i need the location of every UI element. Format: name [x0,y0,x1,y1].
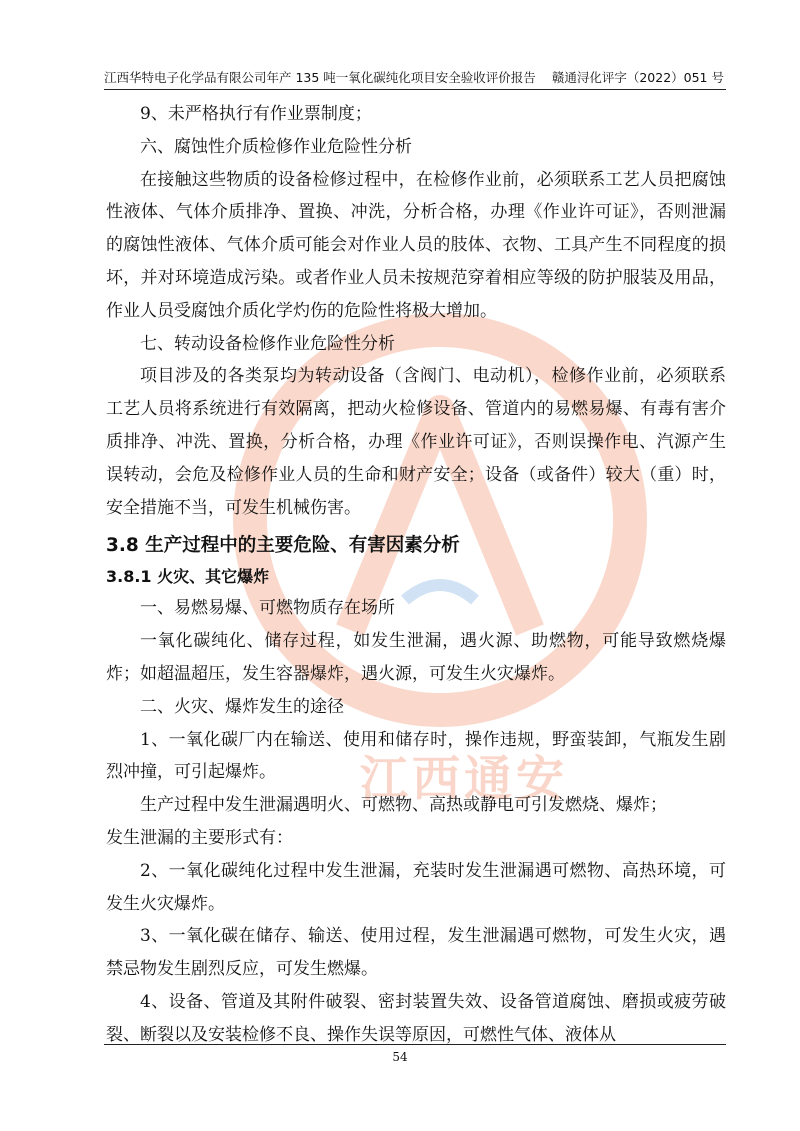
subsection-title: 二、火灾、爆炸发生的途径 [140,696,344,717]
paragraph: 1、一氧化碳厂内在输送、使用和储存时，操作违规，野蛮装卸，气瓶发生剧烈冲撞，可引起爆炸。 [106,729,726,783]
paragraph: 发生泄漏的主要形式有： [106,827,293,848]
subsection-title: 一、易燃易爆、可燃物质存在场所 [140,598,395,619]
paragraph: 2、一氧化碳纯化过程中发生泄漏，充装时发生泄漏遇可燃物、高热环境，可发生火灾爆炸。 [106,860,726,914]
page-header [104,68,724,86]
header-report-title: 江西华特电子化学品有限公司年产 135 吨一氧化碳纯化项目安全验收评价报告 [104,70,536,85]
header-report-number: 赣通浔化评字（2022）051 号 [551,70,724,85]
document-body [106,98,726,1052]
paragraph: 一氧化碳纯化、储存过程，如发生泄漏，遇火源、助燃物，可能导致燃烧爆炸；如超温超压，发生容器爆炸，遇火源，可发生火灾爆炸。 [106,631,726,684]
paragraph: 在接触这些物质的设备检修过程中，在检修作业前，必须联系工艺人员把腐蚀性液体、气体介质排净、置换、冲洗，分析合格，办理《作业许可证》，否则泄漏的腐蚀性液体、气体介质可能会对作业人员的肢体、衣物、工具产生不同程度的损坏，并对环境造成污染。或者作业人员未按规范穿着相应等级的防护服装及用品，作业人员受腐蚀介质化学灼伤的危险性将极大增加。 [106,169,726,321]
subsection-title: 七、转动设备检修作业危险性分析 [140,333,395,354]
subsection-title: 六、腐蚀性介质检修作业危险性分析 [140,136,412,157]
paragraph: 3、一氧化碳在储存、输送、使用过程，发生泄漏遇可燃物，可发生火灾，遇禁忌物发生剧烈反应，可发生燃爆。 [106,926,726,980]
paragraph: 生产过程中发生泄漏遇明火、可燃物、高热或静电可引发燃烧、爆炸； [140,795,667,816]
paragraph: 9、未严格执行有作业票制度； [140,104,372,124]
paragraph: 4、设备、管道及其附件破裂、密封装置失效、设备管道腐蚀、磨损或疲劳破裂、断裂以及安装检修不良、操作失误等原因，可燃性气体、液体从 [106,991,726,1045]
watermark-text: 江西通安 [360,751,569,807]
page-number: 54 [392,1050,408,1064]
subsection-heading: 3.8.1 火灾、其它爆炸 [106,567,270,587]
section-heading: 3.8 生产过程中的主要危险、有害因素分析 [106,535,460,557]
paragraph: 项目涉及的各类泵均为转动设备（含阀门、电动机），检修作业前，必须联系工艺人员将系统进行有效隔离，把动火检修设备、管道内的易燃易爆、有毒有害介质排净、冲洗、置换，分析合格，办理《作业许可证》，否则误操作电、汽源产生误转动，会危及检修作业人员的生命和财产安全；设备（或备件）较大（重）时，安全措施不当，可发生机械伤害。 [106,366,726,518]
footer-divider [104,1044,726,1045]
header-divider [104,89,726,90]
